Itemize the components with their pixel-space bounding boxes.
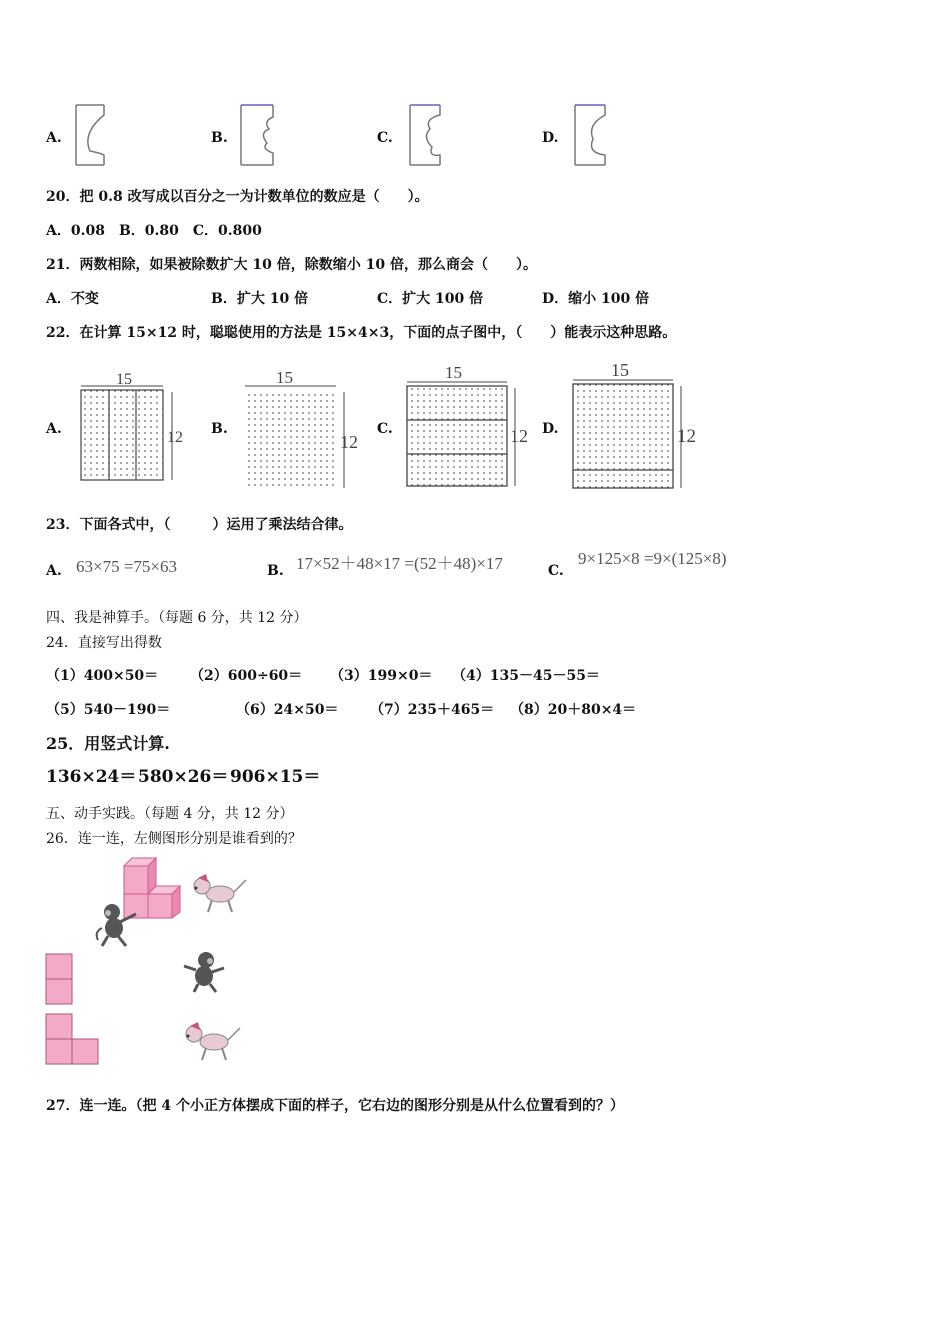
- q25-item-2: 580×26＝: [138, 767, 229, 787]
- q24-item-8: （8）20＋80×4＝: [510, 702, 637, 718]
- q22-c-width-label: 15: [445, 363, 462, 382]
- side-view-l-shape: [45, 1013, 101, 1065]
- q22-b-height-label: 12: [340, 432, 358, 452]
- q22-option-d-label: D.: [542, 421, 559, 437]
- dog-illustration-top: [188, 872, 248, 916]
- q22-d-height-label: 12: [677, 426, 696, 447]
- q19-option-a-label: A.: [46, 130, 62, 146]
- q19-shape-c: [404, 103, 444, 167]
- q24-item-6: （6）24×50＝: [236, 702, 339, 718]
- q22-b-width-label: 15: [276, 368, 293, 387]
- q21-option-c: C．扩大 100 倍: [377, 291, 484, 307]
- q24-item-5: （5）540－190＝: [46, 702, 171, 718]
- q25-heading: 25．用竖式计算.: [46, 734, 170, 753]
- q21-option-a: A．不变: [46, 291, 99, 307]
- q22-dot-grid-d: [569, 358, 704, 492]
- q19-option-d-label: D.: [542, 130, 559, 146]
- q22-d-width-label: 15: [611, 360, 629, 380]
- q22-dot-grid-b: [240, 368, 365, 493]
- q23-expression-a: 63×75 =75×63: [76, 557, 178, 576]
- q27-question: 27．连一连。（把 4 个小正方体摆成下面的样子，它右边的图形分别是从什么位置看到的？）: [46, 1098, 624, 1114]
- q25-item-1: 136×24＝: [46, 767, 137, 787]
- monkey-illustration-right: [182, 950, 230, 994]
- dog-illustration-right: [180, 1020, 242, 1064]
- q23-option-b-label: B.: [267, 563, 284, 579]
- q21-option-d: D．缩小 100 倍: [542, 291, 650, 307]
- monkey-illustration-top: [92, 902, 142, 948]
- q24-item-1: （1）400×50＝: [46, 668, 159, 684]
- q22-question: 22．在计算 15×12 时，聪聪使用的方法是 15×4×3，下面的点子图中，（ ）能表示这种思路。: [46, 325, 677, 341]
- q23-expression-c: 9×125×8 =9×(125×8): [578, 549, 727, 568]
- section-5-title: 五、动手实践。（每题 4 分，共 12 分）: [46, 806, 294, 822]
- q26-question: 26．连一连，左侧图形分别是谁看到的？: [46, 831, 302, 847]
- q21-question: 21．两数相除，如果被除数扩大 10 倍，除数缩小 10 倍，那么商会（ ）。: [46, 257, 537, 273]
- front-view-two-squares: [45, 953, 75, 1005]
- q19-shape-a: [70, 103, 110, 167]
- q24-item-2: （2）600÷60＝: [190, 668, 303, 684]
- q22-option-b-label: B.: [211, 421, 228, 437]
- q25-item-3: 906×15＝: [230, 767, 321, 787]
- q19-shape-d: [569, 103, 609, 167]
- q19-shape-b: [237, 103, 277, 167]
- q20-options: A．0.08 B．0.80 C．0.800: [46, 223, 262, 239]
- q23-option-c-label: C.: [548, 563, 564, 579]
- q19-option-b-label: B.: [211, 130, 228, 146]
- q24-item-7: （7）235＋465＝: [370, 702, 495, 718]
- q21-option-b: B．扩大 10 倍: [211, 291, 309, 307]
- q22-option-a-label: A.: [46, 421, 62, 437]
- q20-question: 20．把 0.8 改写成以百分之一为计数单位的数应是（ ）。: [46, 189, 429, 205]
- q24-item-3: （3）199×0＝: [330, 668, 433, 684]
- section-4-title: 四、我是神算手。（每题 6 分，共 12 分）: [46, 610, 308, 626]
- q22-dot-grid-a: [76, 370, 196, 485]
- q24-item-4: （4）135－45－55＝: [452, 668, 600, 684]
- q22-dot-grid-c: [403, 362, 533, 490]
- q22-a-height-label: 12: [167, 429, 183, 446]
- q23-expression-b: 17×52＋48×17 =(52＋48)×17: [296, 554, 503, 573]
- q22-c-height-label: 12: [510, 426, 528, 446]
- q23-question: 23．下面各式中，（ ）运用了乘法结合律。: [46, 517, 353, 533]
- q19-option-c-label: C.: [377, 130, 393, 146]
- q23-option-a-label: A.: [46, 563, 62, 579]
- q22-option-c-label: C.: [377, 421, 393, 437]
- q24-heading: 24．直接写出得数: [46, 635, 162, 651]
- q22-a-width-label: 15: [116, 371, 132, 388]
